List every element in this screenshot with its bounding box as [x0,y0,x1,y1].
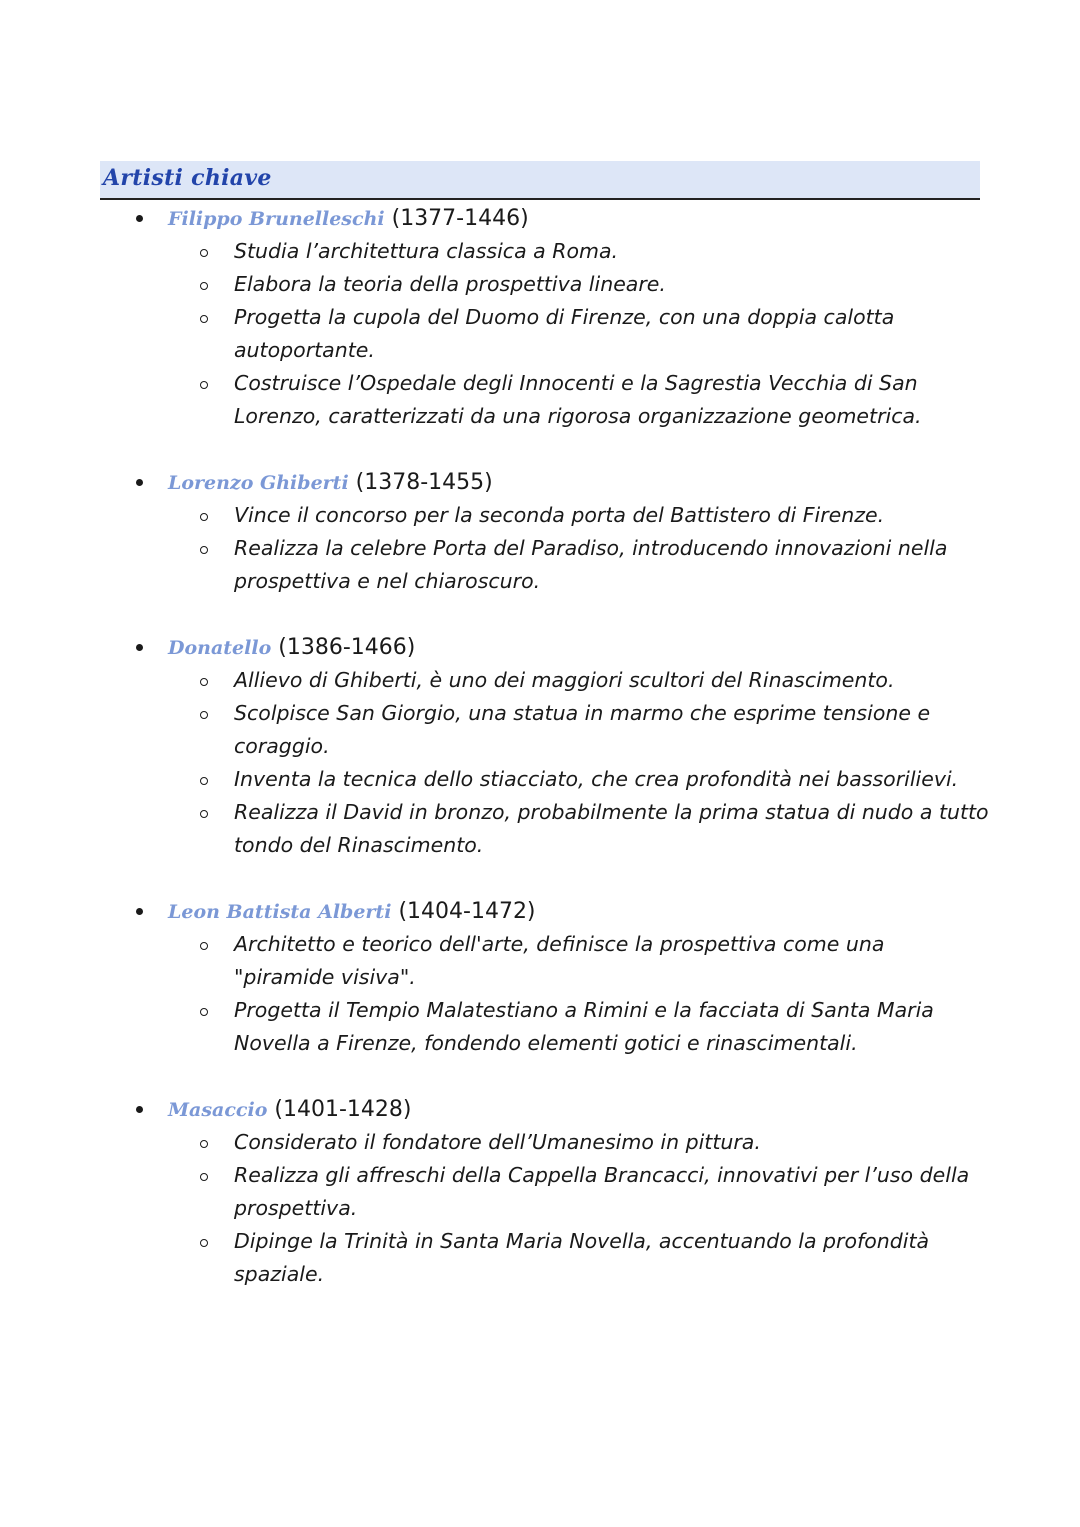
fact-item [0,928,1080,994]
fact-list [0,235,1080,433]
artist-item [0,895,1080,1060]
fact-text: Inventa la tecnica dello stiacciato, che crea profondità nei bassorilievi. [234,767,959,791]
artist-heading [0,895,1080,928]
artist-heading [0,202,1080,235]
artist-item [0,202,1080,433]
fact-item [0,1225,1080,1291]
bullet-icon [136,908,143,915]
artist-dates: (1404-1472) [398,899,536,924]
circle-bullet-icon [200,282,208,290]
artist-item [0,466,1080,598]
artist-dates: (1378-1455) [355,470,493,495]
fact-item [0,235,1080,268]
fact-item [0,1159,1080,1225]
circle-bullet-icon [200,711,208,719]
artist-dates: (1401-1428) [274,1097,412,1122]
circle-bullet-icon [200,381,208,389]
bullet-icon [136,479,143,486]
section-title: Artisti chiave [103,165,272,191]
artist-dates: (1377-1446) [391,206,529,231]
bullet-icon [136,644,143,651]
circle-bullet-icon [200,1173,208,1181]
fact-text: Elabora la teoria della prospettiva lineare. [234,272,666,296]
section-header [100,161,980,200]
fact-item [0,1126,1080,1159]
fact-list [0,664,1080,862]
artist-heading [0,466,1080,499]
fact-item [0,532,1080,598]
fact-text: Progetta il Tempio Malatestiano a Rimini e la facciata di Santa Maria Novella a Firenze, fondendo elementi gotici e rinascimentali. [234,998,934,1055]
artist-name: Leon Battista Alberti [168,901,392,923]
artist-heading [0,631,1080,664]
circle-bullet-icon [200,678,208,686]
fact-text: Costruisce l’Ospedale degli Innocenti e la Sagrestia Vecchia di San Lorenzo, caratterizzati da una rigorosa organizzazione geometrica. [234,371,922,428]
fact-item [0,664,1080,697]
artist-name: Masaccio [168,1099,268,1121]
circle-bullet-icon [200,777,208,785]
circle-bullet-icon [200,1008,208,1016]
fact-list [0,928,1080,1060]
fact-text: Architetto e teorico dell'arte, definisce la prospettiva come una "piramide visiva". [234,932,885,989]
artist-name: Filippo Brunelleschi [168,208,385,230]
fact-text: Realizza gli affreschi della Cappella Brancacci, innovativi per l’uso della prospettiva. [234,1163,970,1220]
circle-bullet-icon [200,1239,208,1247]
circle-bullet-icon [200,249,208,257]
fact-text: Allievo di Ghiberti, è uno dei maggiori scultori del Rinascimento. [234,668,895,692]
artist-name: Donatello [168,637,272,659]
fact-text: Studia l’architettura classica a Roma. [234,239,619,263]
artist-item [0,631,1080,862]
fact-list [0,1126,1080,1291]
fact-item [0,994,1080,1060]
artist-item [0,1093,1080,1291]
fact-text: Realizza la celebre Porta del Paradiso, introducendo innovazioni nella prospettiva e nel chiaroscuro. [234,536,948,593]
fact-item [0,499,1080,532]
fact-item [0,301,1080,367]
fact-item [0,367,1080,433]
fact-text: Considerato il fondatore dell’Umanesimo in pittura. [234,1130,761,1154]
artist-heading [0,1093,1080,1126]
artist-list [0,202,1080,1324]
fact-text: Scolpisce San Giorgio, una statua in marmo che esprime tensione e coraggio. [234,701,931,758]
circle-bullet-icon [200,513,208,521]
fact-text: Dipinge la Trinità in Santa Maria Novella, accentuando la profondità spaziale. [234,1229,930,1286]
fact-text: Realizza il David in bronzo, probabilmente la prima statua di nudo a tutto tondo del Rinascimento. [234,800,989,857]
bullet-icon [136,1106,143,1113]
bullet-icon [136,215,143,222]
artist-dates: (1386-1466) [278,635,416,660]
fact-list [0,499,1080,598]
fact-item [0,697,1080,763]
fact-item [0,796,1080,862]
fact-item [0,268,1080,301]
circle-bullet-icon [200,810,208,818]
circle-bullet-icon [200,1140,208,1148]
fact-text: Progetta la cupola del Duomo di Firenze, con una doppia calotta autoportante. [234,305,895,362]
circle-bullet-icon [200,546,208,554]
fact-text: Vince il concorso per la seconda porta del Battistero di Firenze. [234,503,885,527]
artist-name: Lorenzo Ghiberti [168,472,349,494]
circle-bullet-icon [200,315,208,323]
fact-item [0,763,1080,796]
circle-bullet-icon [200,942,208,950]
